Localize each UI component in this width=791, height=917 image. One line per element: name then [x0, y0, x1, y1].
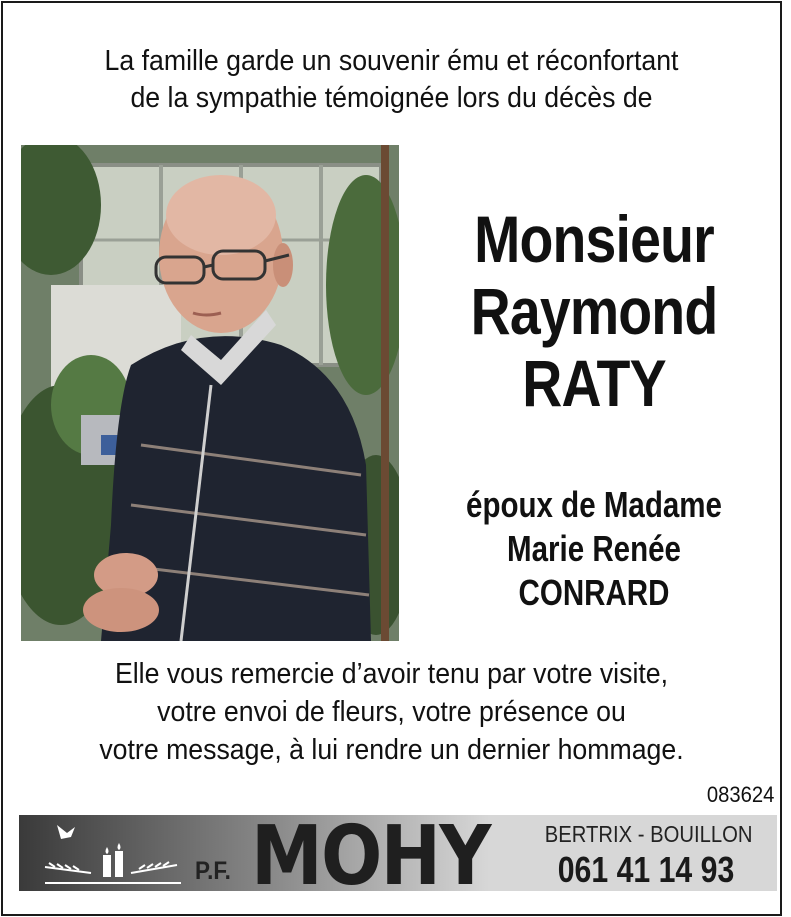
deceased-last-name: RATY [522, 346, 666, 420]
spouse-line-2: Marie Renée [507, 528, 681, 569]
thanks-line-2: votre envoi de fleurs, votre présence ou [157, 696, 626, 728]
intro-line-2: de la sympathie témoignée lors du décès de [130, 82, 653, 114]
obituary-notice [1, 1, 782, 916]
spouse-info [403, 483, 782, 615]
funeral-home-location: BERTRIX - BOUILLON [544, 821, 753, 847]
deceased-title: Monsieur [474, 202, 714, 276]
spouse-line-1: époux de Madame [466, 484, 722, 525]
thanks-line-1: Elle vous remercie d’avoir tenu par votre visite, [114, 658, 669, 690]
intro-text [34, 43, 749, 117]
funeral-home-phone: 061 41 14 93 [557, 849, 735, 890]
intro-line-1: La famille garde un souvenir ému et réconfortant [104, 45, 679, 77]
spouse-line-3: CONRARD [518, 572, 670, 613]
funeral-home-name: MOHY [251, 815, 490, 891]
funeral-home-banner [19, 815, 777, 891]
dove-candles-icon [31, 817, 191, 889]
deceased-first-name: Raymond [470, 274, 718, 348]
thanks-text [34, 655, 749, 769]
funeral-home-prefix: P.F. [195, 857, 231, 885]
deceased-name [403, 203, 782, 419]
portrait-photo [21, 145, 399, 641]
reference-number: 083624 [706, 782, 774, 807]
portrait-illustration [21, 145, 399, 641]
thanks-line-3: votre message, à lui rendre un dernier hommage. [99, 734, 684, 766]
